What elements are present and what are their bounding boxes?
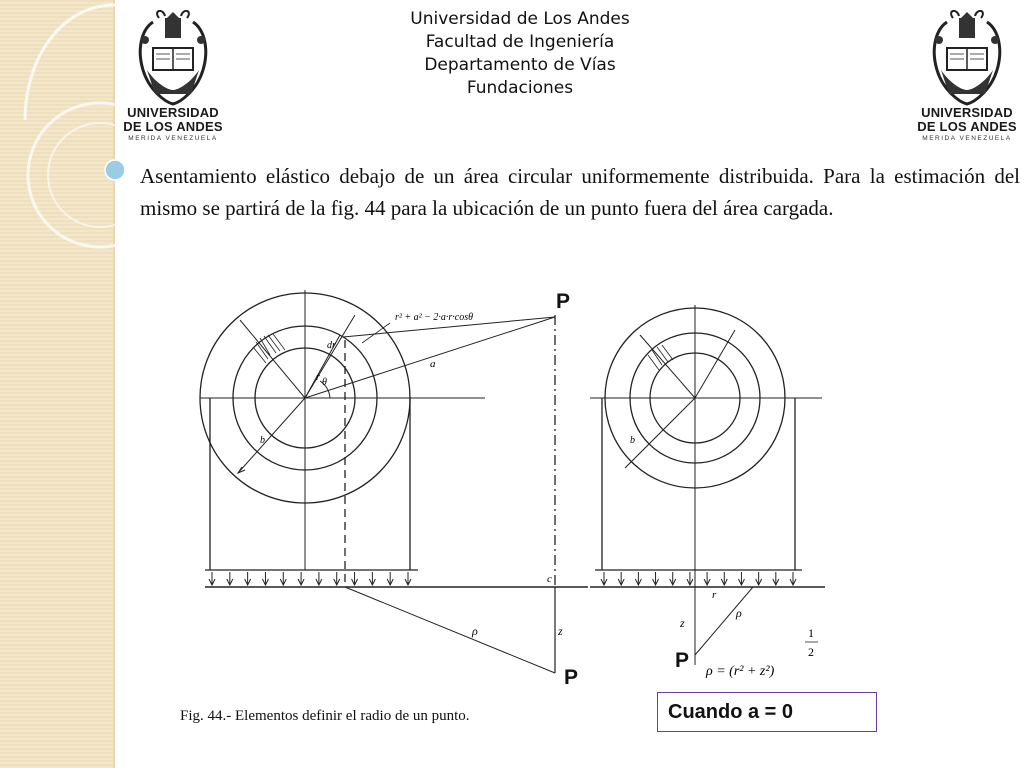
radial-line bbox=[640, 335, 695, 398]
university-emblem-icon bbox=[925, 10, 1009, 106]
label-b: b bbox=[630, 435, 635, 446]
radial-line bbox=[305, 315, 355, 398]
label-a: a bbox=[430, 358, 436, 370]
university-logo-right bbox=[917, 10, 1017, 142]
page-header bbox=[360, 8, 680, 100]
exponent-denominator: 2 bbox=[808, 645, 814, 659]
logo-line-1: UNIVERSIDAD bbox=[127, 105, 219, 120]
label-b: b bbox=[260, 435, 265, 446]
university-emblem-icon bbox=[131, 10, 215, 106]
radius-b bbox=[625, 398, 695, 468]
header-course: Fundaciones bbox=[466, 78, 574, 98]
line-rho bbox=[345, 587, 555, 673]
settlement-diagram bbox=[190, 285, 830, 695]
label-r: r bbox=[712, 589, 717, 601]
logo-line-2: DE LOS ANDES bbox=[123, 119, 223, 134]
intro-paragraph: Asentamiento elástico debajo de un área circular uniformemente distribuida. Para la estimación del mismo se partirá de la fig. 44 para la ubicación de un punto fuera del área cargada. bbox=[140, 164, 1020, 220]
logo-line-1: UNIVERSIDAD bbox=[921, 105, 1013, 120]
label-c: c bbox=[547, 573, 552, 585]
logo-line-2: DE LOS ANDES bbox=[917, 119, 1017, 134]
bullet-dot bbox=[105, 160, 125, 180]
arrow-b-icon bbox=[238, 467, 245, 473]
right-axes bbox=[590, 305, 822, 665]
label-p-top: P bbox=[556, 290, 571, 313]
line-rho bbox=[695, 587, 753, 655]
label-p-right: P bbox=[675, 649, 690, 672]
load-arrows bbox=[601, 572, 796, 585]
university-logo-left bbox=[123, 10, 223, 142]
exponent-numerator: 1 bbox=[808, 626, 814, 640]
load-arrows bbox=[209, 572, 411, 585]
radial-line bbox=[695, 330, 735, 398]
label-theta: θ bbox=[322, 377, 327, 388]
header-department: Departamento de Vías bbox=[424, 55, 616, 75]
figure-caption: Fig. 44.- Elementos definir el radio de un punto. bbox=[180, 708, 470, 724]
label-z: z bbox=[558, 624, 563, 638]
label-p-bottom: P bbox=[564, 666, 579, 689]
header-faculty: Facultad de Ingeniería bbox=[425, 32, 615, 52]
label-rho: ρ bbox=[472, 624, 478, 638]
formula-top: r² + a² − 2·a·r·cosθ bbox=[395, 312, 474, 323]
decorative-rings bbox=[0, 0, 140, 260]
header-university: Universidad de Los Andes bbox=[410, 9, 630, 29]
logo-line-3: MERIDA VENEZUELA bbox=[128, 135, 218, 142]
cuando-box: Cuando a = 0 bbox=[657, 692, 877, 732]
label-dr: dr bbox=[327, 340, 336, 351]
label-rho: ρ bbox=[736, 606, 742, 620]
formula-rho: ρ = (r² + z²) bbox=[706, 664, 775, 679]
label-z: z bbox=[680, 616, 685, 630]
label-r: r bbox=[316, 372, 320, 383]
logo-line-3: MERIDA VENEZUELA bbox=[922, 135, 1012, 142]
radial-line bbox=[240, 320, 305, 398]
hatch-sector bbox=[253, 334, 285, 363]
